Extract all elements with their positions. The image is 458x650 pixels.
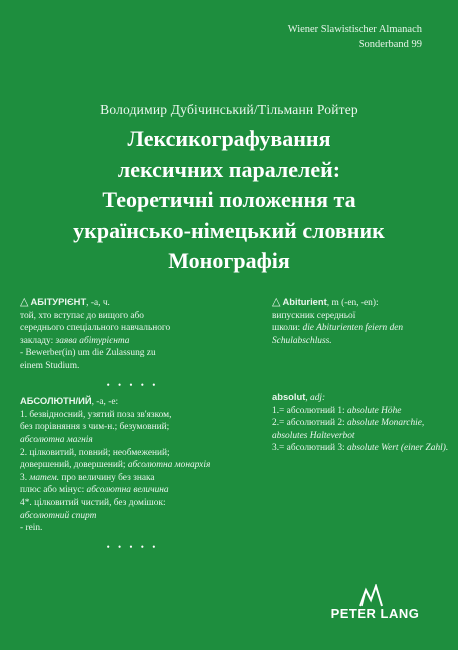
example: die Abiturienten feiern den Schulabschluss. [272,323,404,346]
headword: Abiturient [282,296,327,307]
definition-line: без порівняння з чим-н.; безумовний; [20,422,170,433]
headword: АБІТУРІЄНТ [30,296,87,307]
domain-label: матем. [29,472,60,483]
publisher-name: PETER LANG [330,606,420,621]
ukrainian-column [20,296,245,557]
grammar-info: , m (-en, -en): [326,298,379,308]
example: абсолютний спирт [20,510,97,521]
title-line: Теоретичні положення та [102,187,356,212]
definition-line: 3. [20,472,30,483]
example: абсолютна величина [86,485,169,496]
title-line: лексичних паралелей: [117,156,341,182]
example: заява абітурієнта [55,335,130,346]
definition-line: випускник середньої [272,310,356,321]
authors: Володимир Дубічинський/Тільманн Ройтер [100,102,358,117]
definition-line: про величину без знака [59,472,155,483]
entry-abiturient-de [272,296,452,387]
definition-line: 1. безвідносний, узятий поза зв'язком, [20,409,172,420]
title-line: українсько-німецький словник [73,217,385,243]
headword: АБСОЛЮТН/ИЙ [20,395,92,407]
definition-line: 3.= абсолютний 3: [272,443,348,454]
grammar-info: , -а, -е: [91,397,119,408]
example: absolute Wert (einer Zahl). [347,443,449,454]
grammar-info: , -а, ч. [86,298,110,308]
peter-lang-logo-icon [358,584,384,608]
warning-triangle-icon: △ [20,296,29,308]
translation-line: - Bewerber(in) um die Zulassung zu [20,348,156,359]
definition-line: закладу: [20,335,56,346]
example: absolute Monarchie, absolutes Halteverbot [272,418,425,441]
grammar-info: , adj: [305,393,326,403]
translation-line: - rein. [20,523,43,534]
book-title [0,124,458,277]
headword: absolut [272,391,306,402]
separator: • • • • • [106,379,159,390]
translation-line: einem Studium. [20,360,80,371]
definition-line: довершений, довершений; [20,460,128,471]
series-name: Wiener Slawistischer Almanach [287,24,422,35]
series-volume: Sonderband 99 [358,39,422,50]
title-line: Лексикографування [127,126,331,151]
definition-line: 1.= абсолютний 1: [272,405,348,416]
entry-absolutnyi-uk [20,395,245,535]
definition-line: школи: [272,323,303,334]
entry-absolut-de [272,391,452,455]
definition-line: 4*. цілковитий чистий, без домішок: [20,497,166,508]
definition-line: той, хто вступає до вищого або [20,310,144,321]
example: absolute Höhe [347,405,402,416]
entry-abiturient-uk [20,296,245,373]
example: абсолютна магнія [20,434,93,445]
publisher-logo [320,584,430,624]
german-column [272,296,452,459]
separator: • • • • • [106,541,159,552]
definition-line: 2.= абсолютний 2: [272,418,348,429]
warning-triangle-icon: △ [272,296,281,308]
title-line: Монографія [168,248,290,273]
example: абсолютна монархія [127,460,211,471]
definition-line: 2. цілковитий, повний; необмежений; [20,447,170,458]
definition-line: середнього спеціального навчального [20,323,171,334]
series-info [288,22,422,52]
definition-line: плюс або мінус: [20,485,87,496]
